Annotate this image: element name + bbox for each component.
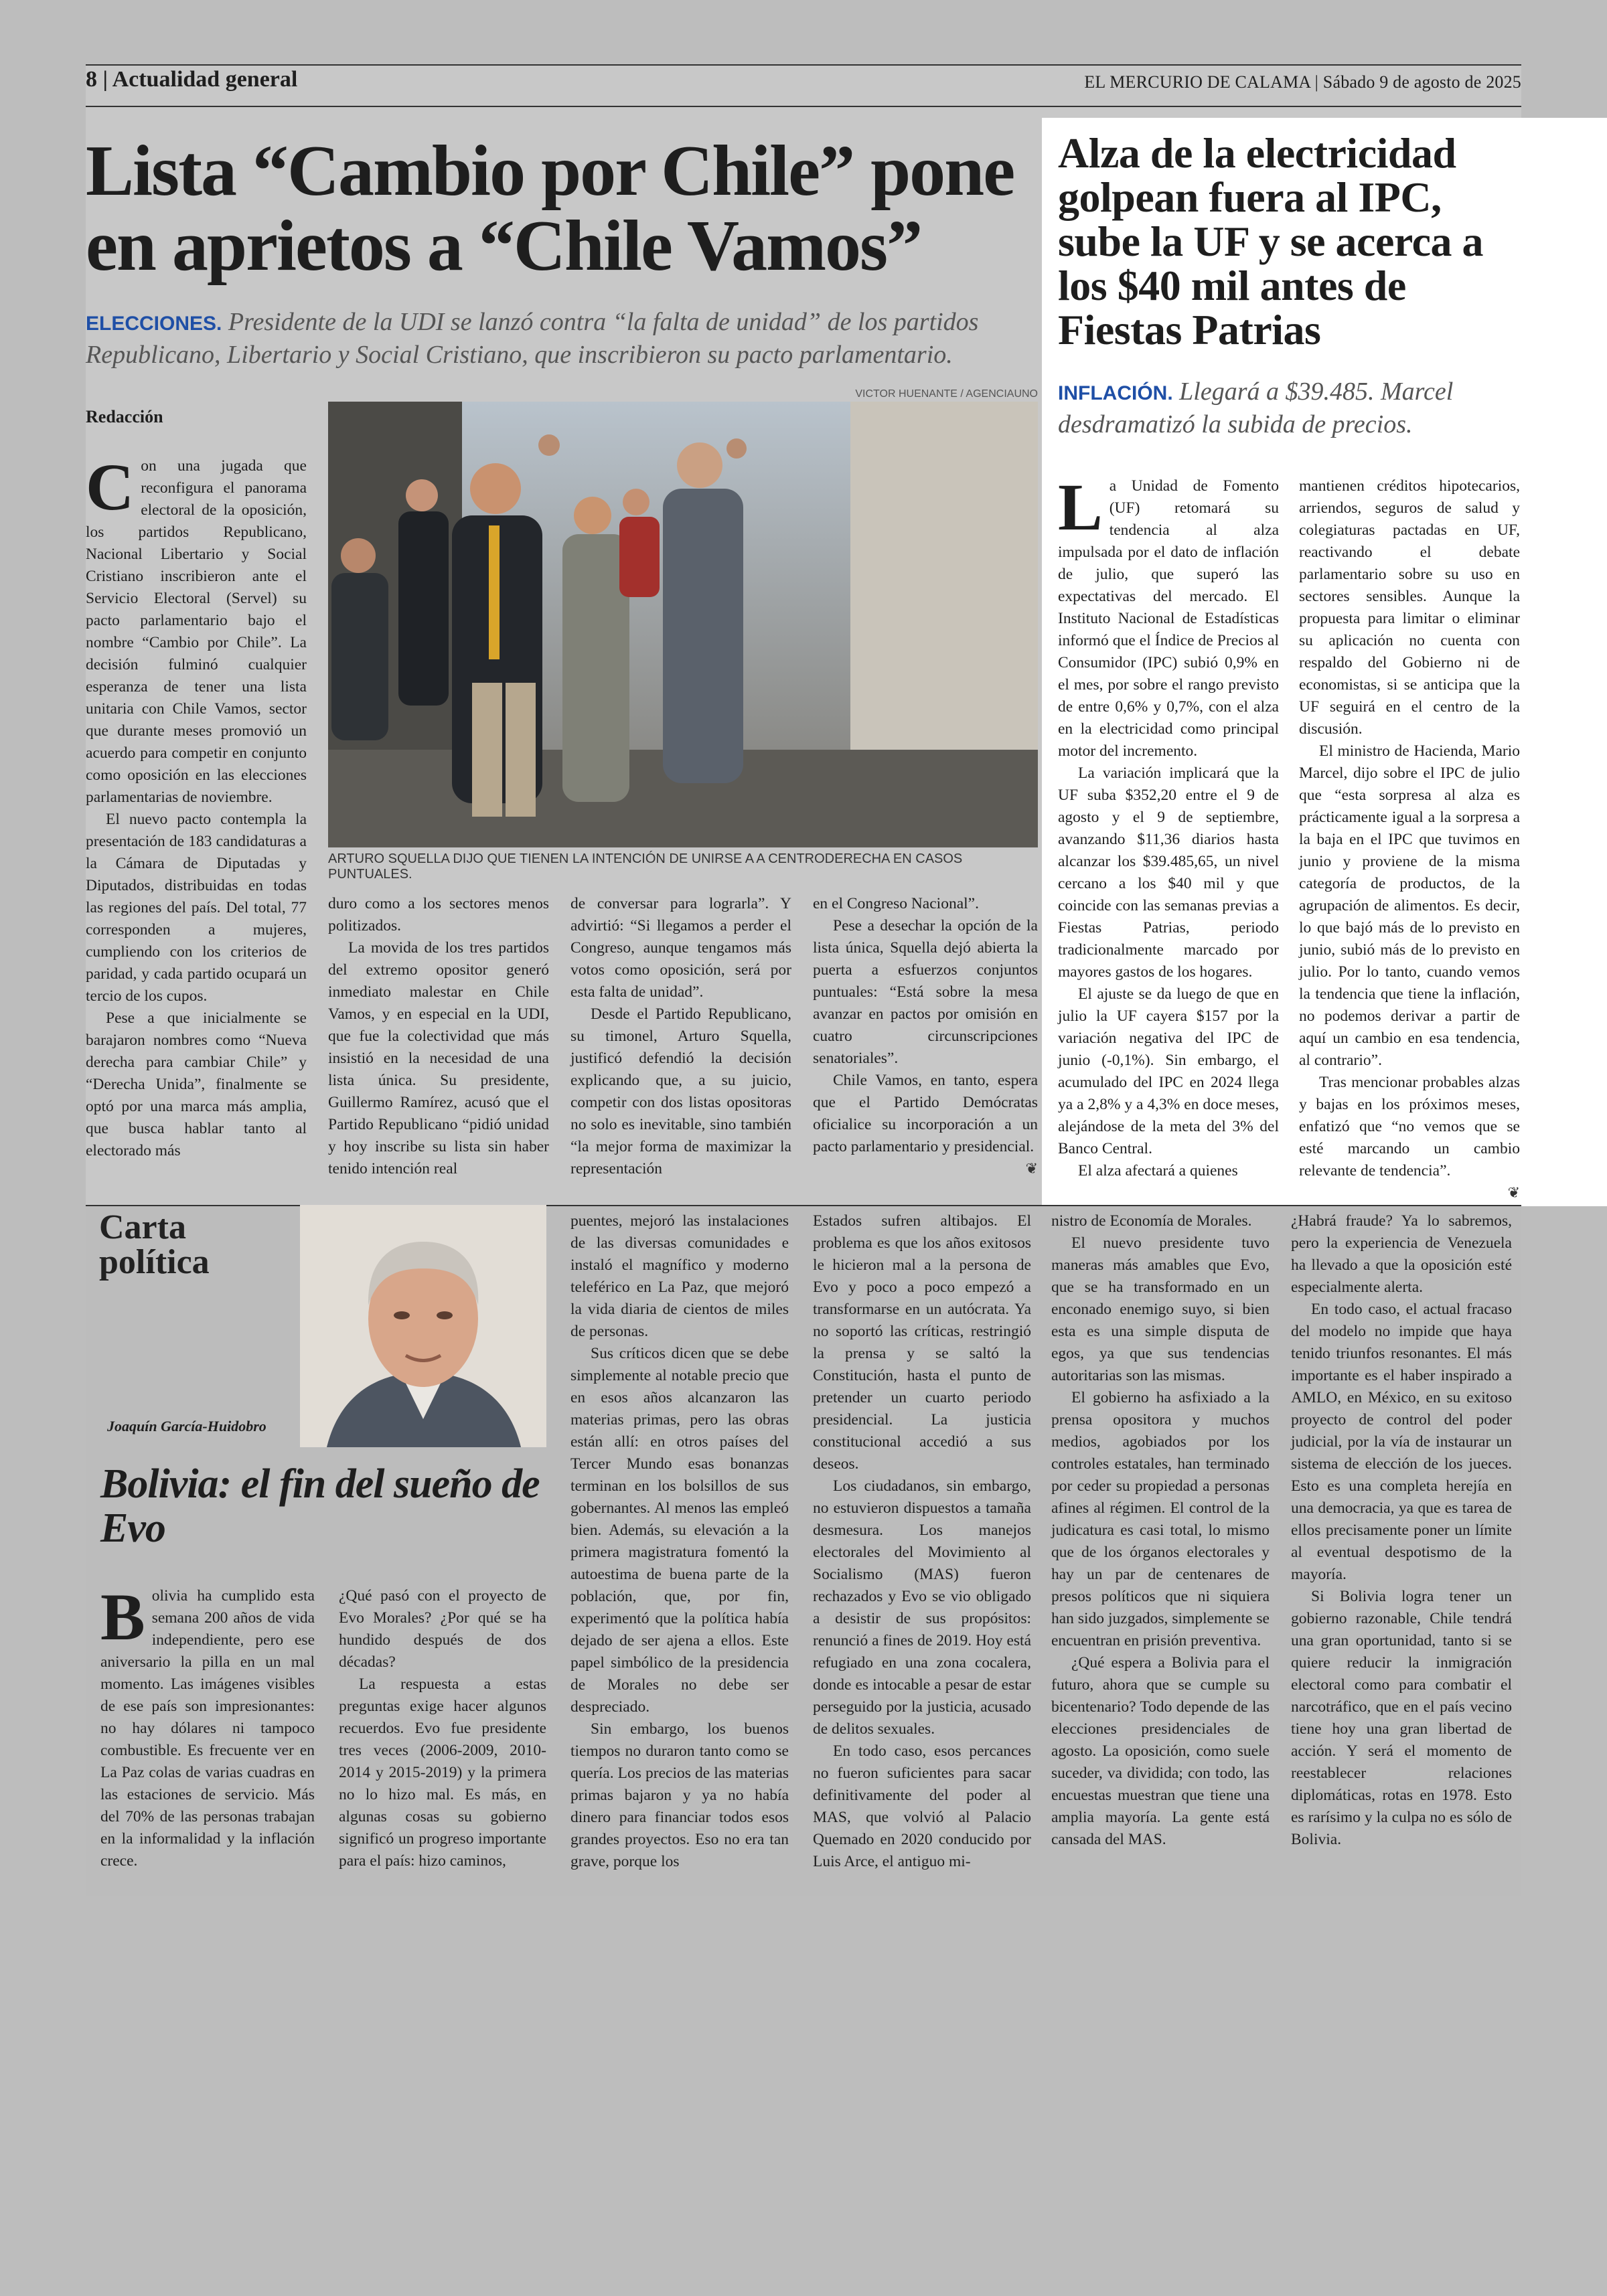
paragraph: Tras mencionar probables alzas y bajas en los próximos meses, enfatizó que “no vemos que se esté marcando un cambio relevante de tendencia”.	[1299, 1074, 1520, 1179]
article1-headline: Lista “Cambio por Chile” pone en aprietos a “Chile Vamos”	[86, 131, 1014, 286]
paragraph: El nuevo presidente tuvo maneras más amables que Evo, que se ha transformado en un enconado enemigo suyo, si bien esta es una simple disputa de egos, ya que sus tendencias autoritarias son las mismas.	[1051, 1234, 1270, 1384]
paragraph: mantienen créditos hipotecarios, arriendos, seguros de salud y colegiaturas pactadas en UF, reactivando el debate parlamentario sobre su uso en sectores sensibles. Aunque la propuesta para limitar o eliminar su aplicación no cuenta con respaldo del Gobierno ni de economistas, si se anticipa que la UF seguirá en el centro de la discusión.	[1299, 477, 1520, 738]
paragraph: Pese a que inicialmente se barajaron nombres como “Nueva derecha para cambiar Chile” y “Derecha Unida”, finalmente se optó por una marca más amplia, que busca hablar tanto al electorado más	[86, 1009, 307, 1159]
photo-credit: VICTOR HUENANTE / AGENCIAUNO	[855, 388, 1038, 400]
paragraph: Desde el Partido Republicano, su timonel, Arturo Squella, justificó defendió la decisión explicando que, a su juicio, competir con dos listas opositoras no solo es inevitable, sino también “la mejor forma de maximizar la representación	[570, 1005, 791, 1177]
paragraph: Pese a desechar la opción de la lista única, Squella dejó abierta la puerta a esfuerzos conjuntos puntuales: “Está sobre la mesa avanzar en pactos por omisión en cuatro circunscripciones senatoriales”.	[813, 917, 1038, 1067]
folio-section: 8 | Actualidad general	[86, 67, 298, 92]
paragraph: duro como a los sectores menos politizados.	[328, 895, 549, 934]
article1-dropcap: C	[86, 450, 135, 524]
column-body-4	[813, 1210, 1031, 1873]
paragraph: ¿Habrá fraude? Ya lo sabremos, pero la experiencia de Venezuela ha llevado a que la oposición esté especialmente alerta.	[1291, 1212, 1512, 1296]
article2-column-2	[1299, 475, 1520, 1204]
article1-tag: ELECCIONES.	[86, 313, 222, 335]
paragraph: En todo caso, el actual fracaso del modelo no impide que haya tenido triunfos resonantes. El más importante es el haber inspirado a AMLO, en México, en su exitoso proyecto de control del poder judicial, por la vía de instaurar un sistema de elección de los jueces. Esto es una completa herejía en una democracia, ya que es tarea de ellos precisamente poner un límite al eventual despotismo de la mayoría.	[1291, 1301, 1512, 1583]
paragraph: Los ciudadanos, sin embargo, no estuvieron dispuestos a tamaña desmesura. Los manejos electorales del Movimiento al Socialismo (MAS) fueron rechazados y Evo se vio obligado a desistir de sus propósitos: renunció a fines de 2019. Hoy está refugiado en una zona cocalera, donde es intocable a pesar de estar perseguido por la justicia, acusado de delitos sexuales.	[813, 1477, 1031, 1738]
article1-column-4	[813, 893, 1038, 1180]
paragraph: El nuevo pacto contempla la presentación de 183 candidaturas a la Cámara de Diputadas y Diputados, distribuidas en todas las regiones del país. Del total, 77 corresponden a mujeres, cumpliendo con los criterios de paridad, y cada partido ocupará un tercio de los cupos.	[86, 811, 307, 1005]
paragraph: El ministro de Hacienda, Mario Marcel, dijo sobre el IPC de julio que “esta sorpresa al alza es prácticamente igual a la sorpresa a la baja en el IPC que tuvimos en junio y proviene de la misma categoría de productos, de la agrupación de alimentos. Es decir, lo que bajó más de lo previsto en junio, subió más de lo previsto en julio. Por lo tanto, cuando vemos la tendencia que tiene la inflación, no podemos derivar a partir de aquí un cambio en esa tendencia, al contrario”.	[1299, 742, 1520, 1069]
paragraph: a Unidad de Fomento (UF) retomará su tendencia al alza impulsada por el dato de inflación de julio, que superó las expectativas del mercado. El Instituto Nacional de Estadísticas informó que el Índice de Precios al Consumidor (IPC) subió 0,9% en el mes, por sobre el rango previsto de entre 0,6% y 0,7%, con el alza en la electricidad como principal motor del incremento.	[1058, 477, 1279, 760]
article1-deck: ELECCIONES. Presidente de la UDI se lanzó contra “la falta de unidad” de los partidos Republicano, Libertario y Social Cristiano, que inscribieron su pacto parlamentario.	[86, 308, 979, 369]
column-body-3	[570, 1210, 789, 1873]
paragraph: Sin embargo, los buenos tiempos no duraron tanto como se quería. Los precios de las materias primas bajaron y ya no había dinero para financiar todos esos grandes proyectos. Eso no era tan grave, porque los	[570, 1720, 789, 1870]
article1-column-1	[86, 450, 307, 1162]
column-body-5	[1051, 1210, 1270, 1851]
column-body-6	[1291, 1210, 1512, 1851]
column-body-2	[339, 1585, 546, 1872]
paragraph: La movida de los tres partidos del extremo opositor generó inmediato malestar en Chile Vamos, y en especial en la UDI, que fue la colectividad que más insistió en la necesidad de una lista única. Su presidente, Guillermo Ramírez, acusó que el Partido Republicano “pidió unidad y hoy inscribe su lista sin haber tenido intención real	[328, 939, 549, 1177]
end-mark-icon: ❦	[1025, 1161, 1038, 1177]
paragraph: El gobierno ha asfixiado a la prensa opositora y muchos medios, agobiados por los controles estatales, han terminado por ceder su propiedad a personas afines al régimen. El control de la judicatura es casi total, lo mismo que de los órganos electorales y hay un par de centenares de presos políticos que ni siquiera han sido juzgados, simplemente se encuentran en prisión preventiva.	[1051, 1389, 1270, 1649]
paragraph: Estados sufren altibajos. El problema es que los años exitosos le hicieron mal a la persona de Evo y poco a poco empezó a transformarse en un autócrata. Ya no soportó las críticas, restringió la prensa y se saltó la Constitución, hasta el punto de pretender un cuarto periodo presidencial. La justicia constitucional accedió a sus deseos.	[813, 1212, 1031, 1473]
article2-tag: INFLACIÓN.	[1058, 382, 1173, 404]
paragraph: nistro de Economía de Morales.	[1051, 1212, 1252, 1230]
author-portrait	[300, 1205, 546, 1447]
top-rule	[86, 64, 1521, 66]
carta-section-title: Carta política	[99, 1208, 210, 1281]
folio-rule	[86, 106, 1521, 107]
paragraph: olivia ha cumplido esta semana 200 años de vida independiente, pero ese aniversario la pilla en un mal momento. Las imágenes visibles de ese país son impresionantes: no hay dólares ni tampoco combustible. Es frecuente ver en La Paz colas de varias cuadras en las estaciones de servicio. Más del 70% de las personas trabajan en la informalidad y la inflación crece.	[100, 1587, 315, 1870]
article1-photo-caption: ARTURO SQUELLA DIJO QUE TIENEN LA INTENCIÓN DE UNIRSE A A CENTRODERECHA EN CASOS PUNTUALES.	[328, 851, 963, 882]
paragraph: en el Congreso Nacional”.	[813, 895, 979, 912]
folio-publication: EL MERCURIO DE CALAMA | Sábado 9 de agosto de 2025	[1084, 72, 1521, 92]
paragraph: ¿Qué espera a Bolivia para el futuro, ahora que se cumple su bicentenario? Todo depende de las elecciones presidenciales de agosto. La oposición, como suele suceder, va dividida; con todo, las encuestas muestran que tiene una amplia mayoría. La gente está cansada del MAS.	[1051, 1654, 1270, 1848]
article1-column-3	[570, 893, 791, 1180]
paragraph: on una jugada que reconfigura el panorama electoral de la oposición, los partidos Republicano, Nacional Libertario y Social Cristiano inscribieron ante el Servicio Electoral (Servel) su pacto parlamentario bajo el nombre “Cambio por Chile”. La decisión fulminó cualquier esperanza de tener una lista unitaria con Chile Vamos, sector que durante meses promovió un acuerdo para competir en conjunto como oposición en las elecciones parlamentarias de noviembre.	[86, 457, 307, 806]
paragraph: puentes, mejoró las instalaciones de las diversas comunidades e instaló el magnífico y moderno teleférico en La Paz, que mejoró la vida diaria de cientos de miles de personas.	[570, 1212, 789, 1340]
paragraph: El ajuste se da luego de que en julio la UF cayera $157 por la variación negativa del IPC de junio (-0,1%). Sin embargo, el acumulado del IPC en 2024 llega ya a 2,8% y a 4,3% en doce meses, alejándose de la meta del 3% del Banco Central.	[1058, 985, 1279, 1157]
column-dropcap: B	[100, 1580, 145, 1654]
paragraph: Sus críticos dicen que se debe simplemente al notable precio que en esos años alcanzaron las materias primas, pero las obras están allí: en otros países del Tercer Mundo esas bonanzas terminan en los bolsillos de sus gobernantes. Al menos las empleó bien. Además, su elevación a la primera magistratura fomentó la autoestima de buena parte de la población, que, por fin, experimentó que la política había dejado de ser ajena a ellos. Este papel simbólico de la presidencia de Morales no debe ser despreciado.	[570, 1345, 789, 1716]
paragraph: La respuesta a estas preguntas exige hacer algunos recuerdos. Evo fue presidente tres veces (2006-2009, 2010-2014 y 2015-2019) y la primera no lo hizo mal. Es más, en algunas cosas su gobierno significó un progreso importante para el país: hizo caminos,	[339, 1675, 546, 1870]
paragraph: Chile Vamos, en tanto, espera que el Partido Demócratas oficialice su incorporación a un pacto parlamentario y presidencial.	[813, 1072, 1038, 1155]
article2-deck: INFLACIÓN. Llegará a $39.485. Marcel desdramatizó la subida de precios.	[1058, 378, 1454, 438]
article1-photo	[328, 402, 1038, 847]
article1-column-2	[328, 893, 549, 1180]
column-body-1	[100, 1580, 315, 1872]
article2-headline: Alza de la electricidad golpean fuera al IPC, sube la UF y se acerca a los $40 mil antes de Fiestas Patrias	[1058, 129, 1483, 353]
paragraph: La variación implicará que la UF suba $352,20 entre el 9 de agosto y el 9 de septiembre, avanzando $11,36 diarios hasta alcanzar los $39.485,65, un nivel cercano a los $40 mil y que coincide con las semanas previas a Fiestas Patrias, periodo tradicionalmente marcado por mayores gastos de los hogares.	[1058, 764, 1279, 981]
article2-column-1	[1058, 470, 1279, 1182]
paragraph: Si Bolivia logra tener un gobierno razonable, Chile tendrá una gran oportunidad, tanto si se quiere reducir la inmigración electoral como para combatir el narcotráfico, que en el país vecino tiene hoy una gran libertad de acción. Y será el momento de reestablecer relaciones diplomáticas, rotas en 1978. Esto es rarísimo y la culpa no es sólo de Bolivia.	[1291, 1588, 1512, 1848]
paragraph: ¿Qué pasó con el proyecto de Evo Morales? ¿Por qué se ha hundido después de dos décadas?	[339, 1587, 546, 1671]
article1-byline: Redacción	[86, 407, 163, 426]
end-mark-icon: ❦	[1507, 1185, 1520, 1202]
paragraph: En todo caso, esos percances no fueron suficientes para sacar definitivamente del poder al MAS, que volvió al Palacio Quemado en 2020 conducido por Luis Arce, el antiguo mi-	[813, 1742, 1031, 1870]
paragraph: de conversar para lograrla”. Y advirtió: “Si llegamos a perder el Congreso, aunque tengamos más votos como oposición, será por esta falta de unidad”.	[570, 895, 791, 1001]
column-author: Joaquín García-Huidobro	[107, 1418, 266, 1434]
column-headline: Bolivia: el fin del sueño de Evo	[100, 1461, 540, 1551]
article2-dropcap: L	[1058, 470, 1103, 544]
paragraph: El alza afectará a quienes	[1078, 1162, 1238, 1179]
